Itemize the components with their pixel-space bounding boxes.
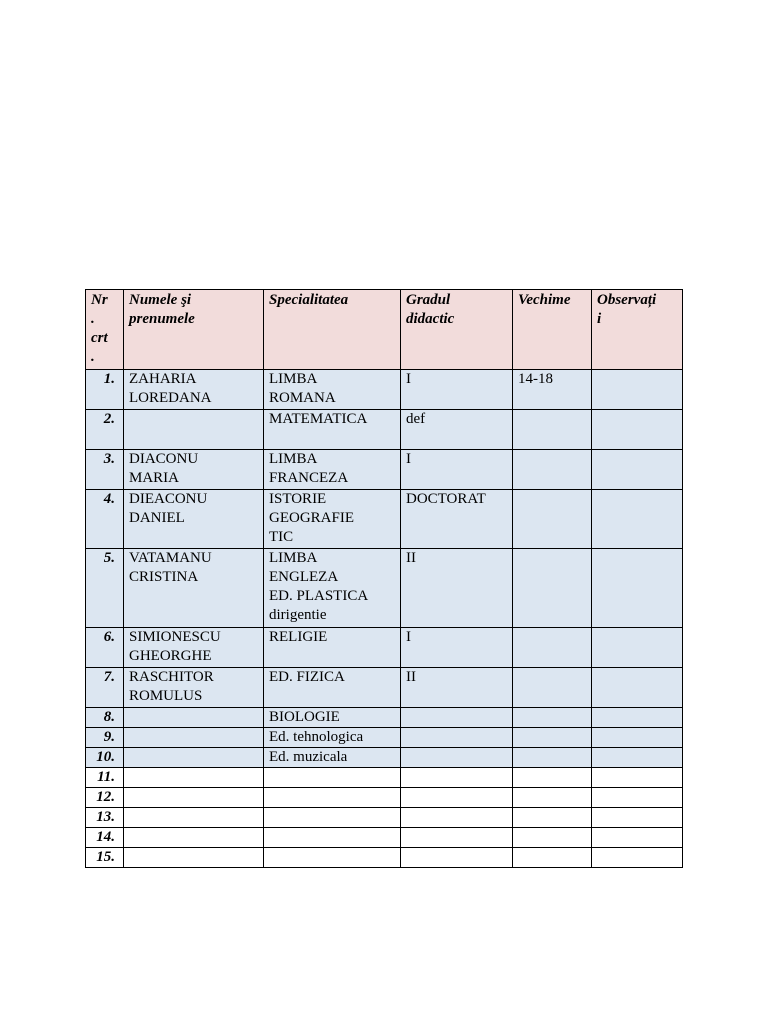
cell-name [124, 728, 264, 748]
cell-vechime [513, 450, 592, 490]
cell-observatii [592, 748, 683, 768]
cell-nr [86, 848, 124, 868]
cell-grad [401, 490, 513, 549]
cell-vechime [513, 708, 592, 728]
header-row [86, 290, 683, 370]
cell-specialitatea-text: LIMBA ENGLEZA ED. PLASTICA dirigentie [269, 550, 369, 623]
cell-nr-text: 5. [103, 550, 115, 566]
cell-vechime [513, 808, 592, 828]
cell-grad [401, 450, 513, 490]
cell-specialitatea [264, 628, 401, 668]
cell-nr [86, 450, 124, 490]
header-specialitatea: Specialitatea [264, 290, 401, 370]
cell-name [124, 668, 264, 708]
cell-name [124, 848, 264, 868]
cell-nr-text: 4. [103, 491, 115, 507]
cell-vechime [513, 788, 592, 808]
cell-vechime [513, 370, 592, 410]
cell-nr [86, 828, 124, 848]
cell-observatii [592, 808, 683, 828]
cell-grad [401, 788, 513, 808]
cell-nr [86, 549, 124, 628]
cell-nr-text: 3. [103, 451, 115, 467]
cell-observatii [592, 828, 683, 848]
cell-name [124, 370, 264, 410]
cell-vechime [513, 848, 592, 868]
cell-specialitatea [264, 450, 401, 490]
header-observatii: Observați i [592, 290, 683, 370]
cell-specialitatea-text: RELIGIE [269, 629, 328, 645]
cell-nr-text: 13. [96, 809, 115, 825]
cell-specialitatea [264, 549, 401, 628]
cell-nr-text: 2. [103, 411, 115, 427]
cell-nr-text: 15. [96, 849, 115, 865]
cell-grad [401, 828, 513, 848]
cell-vechime [513, 768, 592, 788]
table-row [86, 788, 683, 808]
cell-observatii [592, 768, 683, 788]
cell-nr-text: 6. [103, 629, 115, 645]
cell-grad [401, 848, 513, 868]
cell-specialitatea [264, 668, 401, 708]
cell-grad-text: def [406, 411, 426, 427]
table-row [86, 728, 683, 748]
cell-grad-text: II [406, 669, 416, 685]
cell-specialitatea [264, 728, 401, 748]
cell-observatii [592, 549, 683, 628]
cell-nr-text: 11. [97, 769, 115, 785]
cell-vechime [513, 728, 592, 748]
cell-specialitatea [264, 788, 401, 808]
cell-grad-text: DOCTORAT [406, 491, 486, 507]
cell-specialitatea-text: ISTORIE GEOGRAFIE TIC [269, 491, 354, 545]
cell-name [124, 628, 264, 668]
cell-nr [86, 708, 124, 728]
cell-vechime [513, 668, 592, 708]
table-header [86, 290, 683, 370]
cell-vechime [513, 828, 592, 848]
cell-specialitatea-text: MATEMATICA [269, 411, 368, 427]
cell-vechime [513, 410, 592, 450]
cell-grad [401, 768, 513, 788]
cell-nr [86, 788, 124, 808]
cell-name [124, 490, 264, 549]
cell-observatii [592, 728, 683, 748]
cell-nr-text: 7. [103, 669, 115, 685]
table-row [86, 370, 683, 410]
cell-nr [86, 490, 124, 549]
cell-name-text: DIEACONU DANIEL [129, 491, 208, 526]
cell-name [124, 808, 264, 828]
cell-specialitatea [264, 768, 401, 788]
cell-name [124, 828, 264, 848]
cell-observatii [592, 848, 683, 868]
staff-table [85, 289, 683, 868]
header-gradul: Gradul didactic [401, 290, 513, 370]
cell-observatii [592, 370, 683, 410]
cell-nr [86, 370, 124, 410]
cell-nr-text: 14. [96, 829, 115, 845]
cell-nr-text: 1. [103, 371, 115, 387]
header-vechime: Vechime [513, 290, 592, 370]
cell-observatii [592, 410, 683, 450]
cell-name-text: RASCHITOR ROMULUS [129, 669, 214, 704]
cell-grad [401, 808, 513, 828]
cell-specialitatea-text: LIMBA FRANCEZA [269, 451, 349, 486]
cell-grad-text: I [406, 451, 411, 467]
cell-name-text: VATAMANU CRISTINA [129, 550, 212, 585]
cell-observatii [592, 450, 683, 490]
cell-vechime [513, 628, 592, 668]
cell-grad [401, 549, 513, 628]
cell-specialitatea-text: BIOLOGIE [269, 709, 340, 725]
table-row [86, 768, 683, 788]
cell-vechime [513, 549, 592, 628]
cell-nr-text: 10. [96, 749, 115, 765]
cell-grad-text: II [406, 550, 416, 566]
cell-nr-text: 9. [103, 729, 115, 745]
cell-specialitatea-text: ED. FIZICA [269, 669, 345, 685]
cell-grad-text: I [406, 371, 411, 387]
cell-grad [401, 748, 513, 768]
header-nr-crt: Nr . crt . [86, 290, 124, 370]
cell-grad-text: I [406, 629, 411, 645]
cell-nr [86, 668, 124, 708]
cell-grad [401, 628, 513, 668]
cell-specialitatea [264, 410, 401, 450]
header-numele: Numele şi prenumele [124, 290, 264, 370]
cell-grad [401, 370, 513, 410]
cell-name [124, 450, 264, 490]
cell-name-text: SIMIONESCU GHEORGHE [129, 629, 221, 664]
table-row [86, 748, 683, 768]
cell-vechime [513, 748, 592, 768]
cell-specialitatea [264, 748, 401, 768]
cell-specialitatea [264, 708, 401, 728]
cell-observatii [592, 490, 683, 549]
cell-grad [401, 708, 513, 728]
cell-observatii [592, 628, 683, 668]
cell-grad [401, 728, 513, 748]
table-body [86, 370, 683, 868]
table-row [86, 628, 683, 668]
cell-grad [401, 410, 513, 450]
cell-specialitatea [264, 808, 401, 828]
cell-specialitatea [264, 828, 401, 848]
cell-nr [86, 628, 124, 668]
cell-nr-text: 8. [103, 709, 115, 725]
cell-vechime-text: 14-18 [518, 371, 553, 387]
table-row [86, 549, 683, 628]
cell-nr [86, 728, 124, 748]
cell-name [124, 748, 264, 768]
cell-observatii [592, 708, 683, 728]
cell-name [124, 549, 264, 628]
cell-nr [86, 410, 124, 450]
cell-specialitatea [264, 848, 401, 868]
cell-name [124, 788, 264, 808]
cell-nr [86, 768, 124, 788]
cell-name [124, 410, 264, 450]
cell-grad [401, 668, 513, 708]
cell-vechime [513, 490, 592, 549]
cell-specialitatea-text: Ed. muzicala [269, 749, 348, 765]
table-row [86, 410, 683, 450]
table-row [86, 708, 683, 728]
cell-observatii [592, 668, 683, 708]
table-row [86, 828, 683, 848]
cell-name [124, 768, 264, 788]
cell-name-text: ZAHARIA LOREDANA [129, 371, 212, 406]
cell-name [124, 708, 264, 728]
cell-nr [86, 808, 124, 828]
cell-specialitatea-text: LIMBA ROMANA [269, 371, 336, 406]
cell-specialitatea [264, 490, 401, 549]
cell-specialitatea-text: Ed. tehnologica [269, 729, 364, 745]
table-row [86, 668, 683, 708]
cell-nr [86, 748, 124, 768]
table-row [86, 808, 683, 828]
table-row [86, 450, 683, 490]
cell-specialitatea [264, 370, 401, 410]
cell-observatii [592, 788, 683, 808]
cell-nr-text: 12. [96, 789, 115, 805]
table-row [86, 848, 683, 868]
table-row [86, 490, 683, 549]
cell-name-text: DIACONU MARIA [129, 451, 199, 486]
